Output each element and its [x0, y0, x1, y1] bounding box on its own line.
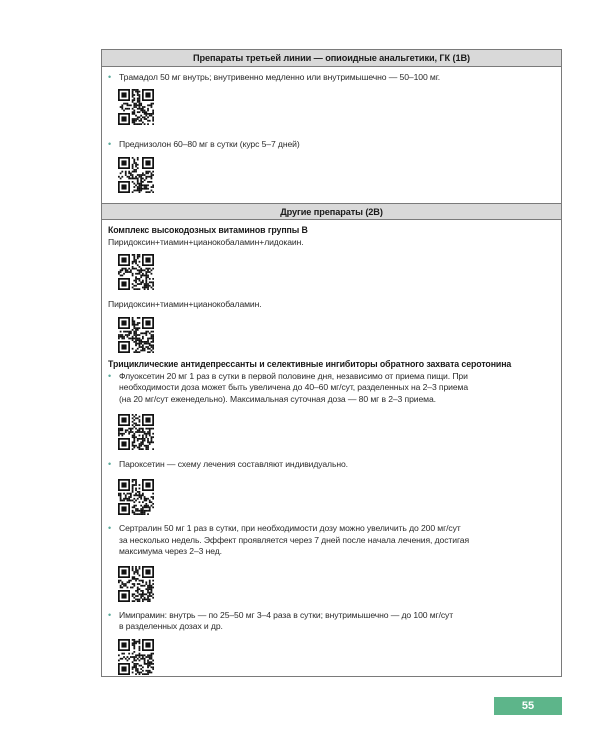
- bullet-icon: •: [108, 522, 112, 533]
- list-item: • Преднизолон 60–80 мг в сутки (курс 5–7 дней): [108, 138, 300, 149]
- vitamins-combo-2: Пиридоксин+тиамин+цианокобаламин.: [108, 299, 262, 310]
- bullet-icon: •: [108, 138, 112, 149]
- page-number-badge: 55: [494, 697, 562, 715]
- drug-table: [101, 49, 562, 677]
- qr-code[interactable]: [118, 479, 154, 515]
- vitamins-combo-1: Пиридоксин+тиамин+цианокобаламин+лидокаин.: [108, 236, 304, 247]
- section-other-body: [102, 220, 561, 675]
- qr-code[interactable]: [118, 89, 154, 125]
- section-header-third-line: Препараты третьей линии — опиоидные анальгетики, ГК (1В): [102, 50, 561, 67]
- qr-code[interactable]: [118, 254, 154, 290]
- list-item: • Сертралин 50 мг 1 раз в сутки, при необходимости дозу можно увеличить до 200 мг/сут за несколько недель. Эффект проявляется через 7 дней после начала лечения, достигая максимума через 2–3 нед.: [108, 522, 470, 557]
- list-item: • Имипрамин: внутрь — по 25–50 мг 3–4 раза в сутки; внутримышечно — до 100 мг/сут в разделенных дозах и др.: [108, 609, 454, 632]
- list-item: • Флуоксетин 20 мг 1 раз в сутки в первой половине дня, независимо от приема пищи. При необходимости доза может быть увеличена до 40–60 мг/сут, разделенных на 2–3 приема (на 20 мг/сут еженедельно). Максимальная суточная доза — 80 мг в 2–3 приема.: [108, 370, 469, 404]
- qr-code[interactable]: [118, 157, 154, 193]
- bullet-icon: •: [108, 370, 112, 381]
- qr-code[interactable]: [118, 639, 154, 675]
- bullet-icon: •: [108, 72, 112, 82]
- bullet-icon: •: [108, 459, 112, 470]
- qr-code[interactable]: [118, 414, 154, 450]
- section-third-line-body: [102, 67, 561, 193]
- subheading-vitamins: Комплекс высокодозных витаминов группы В: [108, 225, 308, 236]
- section-header-other: Другие препараты (2В): [102, 203, 561, 220]
- list-item: • Трамадол 50 мг внутрь; внутривенно медленно или внутримышечно — 50–100 мг.: [108, 72, 440, 82]
- list-item: • Пароксетин — схему лечения составляют индивидуально.: [108, 459, 348, 470]
- qr-code[interactable]: [118, 317, 154, 353]
- qr-code[interactable]: [118, 566, 154, 602]
- bullet-icon: •: [108, 609, 112, 620]
- subheading-antidepressants: Трициклические антидепрессанты и селективные ингибиторы обратного захвата серотонина: [108, 358, 512, 369]
